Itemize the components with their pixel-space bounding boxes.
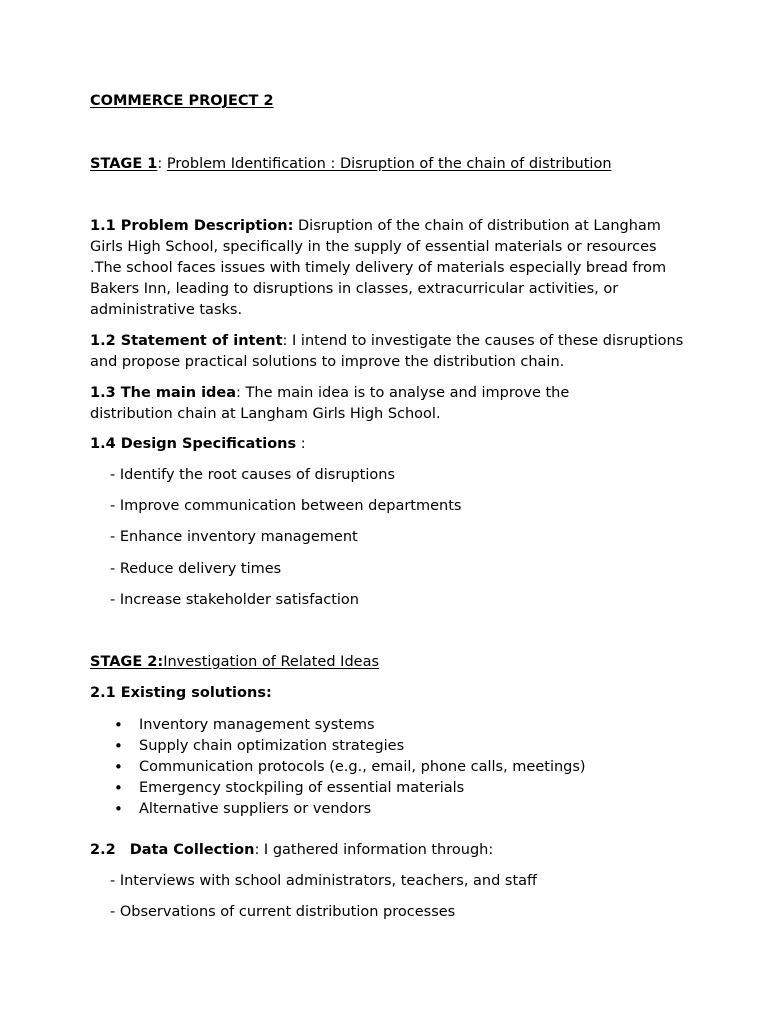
list-item: • Emergency stockpiling of essential materials bbox=[114, 779, 465, 797]
list-item: • Alternative suppliers or vendors bbox=[114, 800, 372, 818]
stage-1-heading: STAGE 1: Problem Identification : Disruption of the chain of distribution bbox=[90, 156, 612, 172]
bullet-icon: • bbox=[114, 779, 123, 797]
bullet-icon: • bbox=[114, 800, 123, 818]
data-collection-item: - Observations of current distribution processes bbox=[110, 904, 456, 920]
bullet-icon: • bbox=[114, 758, 123, 776]
bullet-icon: • bbox=[114, 737, 123, 755]
problem-description: 1.1 Problem Description: Disruption of the chain of distribution at Langham Girls High School, specifically in the supply of essential materials or resources .The school faces issues with timely delivery of materials especially bread from Bakers Inn, leading to disruptions in classes, extracurricular activities, or administrative tasks. bbox=[90, 218, 667, 318]
list-item: • Inventory management systems bbox=[114, 716, 375, 734]
spec-item: - Identify the root causes of disruptions bbox=[110, 467, 396, 483]
design-specifications-heading: 1.4 Design Specifications : bbox=[90, 436, 306, 452]
statement-of-intent: 1.2 Statement of intent: I intend to investigate the causes of these disruptions and propose practical solutions to improve the distribution chain. bbox=[90, 333, 684, 370]
spec-item: - Increase stakeholder satisfaction bbox=[110, 592, 359, 608]
stage-1-title: Problem Identification : Disruption of the chain of distribution bbox=[166, 156, 612, 172]
stage-2-label: STAGE 2: bbox=[90, 654, 164, 670]
main-idea: 1.3 The main idea: The main idea is to analyse and improve the distribution chain at Langham Girls High School. bbox=[90, 385, 570, 422]
document-title: COMMERCE PROJECT 2 bbox=[90, 93, 274, 109]
existing-solutions-heading: 2.1 Existing solutions: bbox=[90, 685, 272, 701]
stage-1-label: STAGE 1 bbox=[90, 156, 158, 172]
existing-solutions-list bbox=[90, 715, 586, 820]
data-collection-item: - Interviews with school administrators, teachers, and staff bbox=[110, 873, 538, 889]
data-collection-heading: 2.2 Data Collection: I gathered information through: bbox=[90, 842, 494, 858]
spec-item: - Enhance inventory management bbox=[110, 529, 358, 545]
stage-2-heading bbox=[90, 652, 690, 673]
list-item: • Communication protocols (e.g., email, phone calls, meetings) bbox=[114, 758, 586, 776]
stage-2-title: Investigation of Related Ideas bbox=[163, 654, 380, 670]
spec-item: - Improve communication between departments bbox=[110, 498, 462, 514]
spec-item: - Reduce delivery times bbox=[110, 561, 282, 577]
bullet-icon: • bbox=[114, 716, 123, 734]
list-item: • Supply chain optimization strategies bbox=[114, 737, 405, 755]
